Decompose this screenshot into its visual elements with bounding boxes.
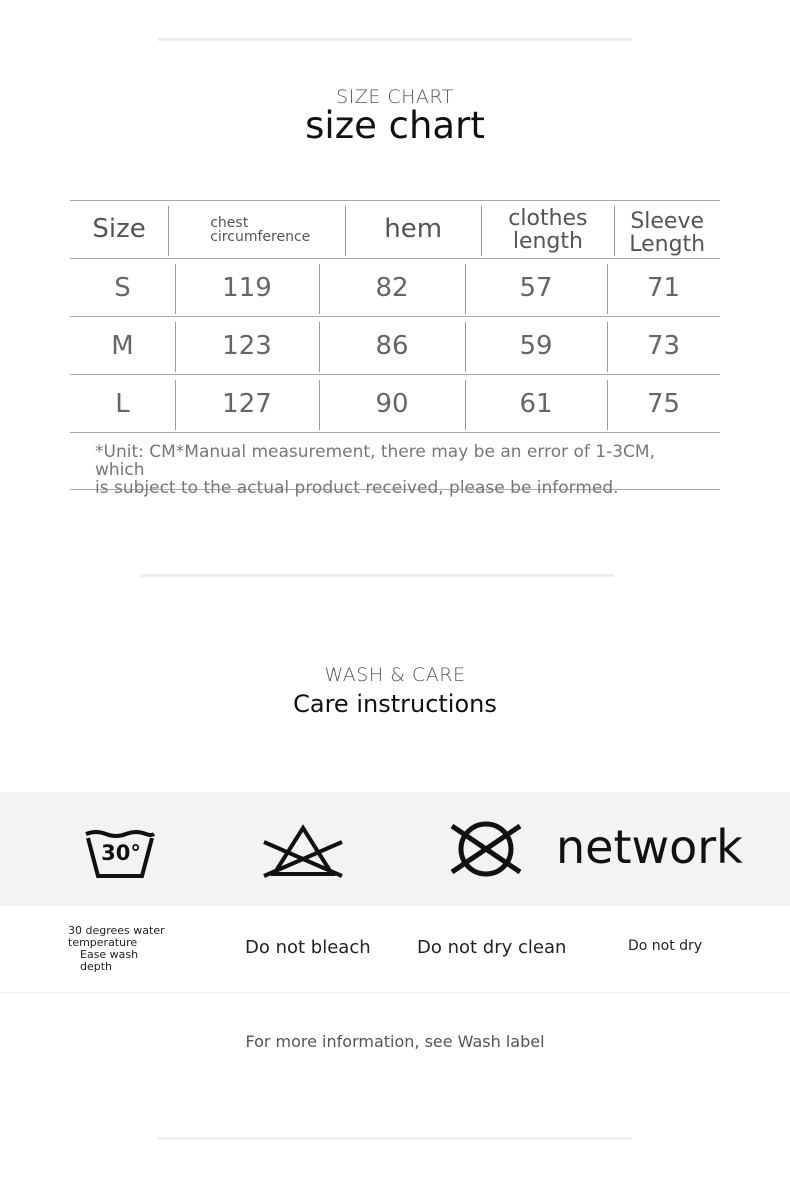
network-text: network [556,820,743,874]
header-clothes-length: clothes length [481,201,614,258]
cell-hem: 90 [319,375,465,432]
section-divider [140,574,614,577]
header-sleeve-length: Sleeve Length [614,201,720,258]
size-chart-title: size chart [305,104,485,147]
note-line: is subject to the actual product received, please be informed. [95,478,619,498]
wash-label-note: For more information, see Wash label [245,1032,545,1051]
note-line: *Unit: CM*Manual measurement, there may be an error of 1-3CM, which [95,442,655,480]
header-hem: hem [345,201,482,258]
cell-clothes-length: 57 [465,259,607,316]
measurement-note [70,432,720,498]
cell-sleeve-length: 75 [607,375,720,432]
no-bleach-label: Do not bleach [245,937,371,958]
no-dry-clean-icon [448,818,524,880]
wash-30-icon [84,828,156,880]
cell-sleeve-length: 73 [607,317,720,374]
header-size: Size [92,214,146,244]
cell-hem: 82 [319,259,465,316]
cell-size: M [111,330,134,361]
bottom-divider [158,1137,632,1140]
cell-chest: 123 [175,317,319,374]
cell-sleeve-length: 71 [607,259,720,316]
header-chest: chest circumference [168,201,345,258]
care-instructions-title: Care instructions [293,690,497,718]
size-table [70,200,720,498]
wash-care-eyebrow: WASH & CARE [324,664,466,686]
table-header-row [70,200,720,258]
wash-temp-label: 30 degrees water temperature Ease wash depth [68,924,165,973]
cell-size: S [114,272,131,303]
top-divider [158,38,632,41]
cell-hem: 86 [319,317,465,374]
cell-clothes-length: 59 [465,317,607,374]
cell-chest: 119 [175,259,319,316]
cell-size: L [115,388,130,419]
wash-temp-text: 30° [101,841,141,865]
table-row [70,258,720,316]
size-chart-eyebrow: SIZE CHART [336,86,454,108]
table-row [70,374,720,432]
no-dry-clean-label: Do not dry clean [417,937,567,958]
table-row [70,316,720,374]
care-labels-row [0,905,790,993]
no-dry-label: Do not dry [628,938,703,954]
no-bleach-icon [260,822,346,880]
cell-chest: 127 [175,375,319,432]
cell-clothes-length: 61 [465,375,607,432]
